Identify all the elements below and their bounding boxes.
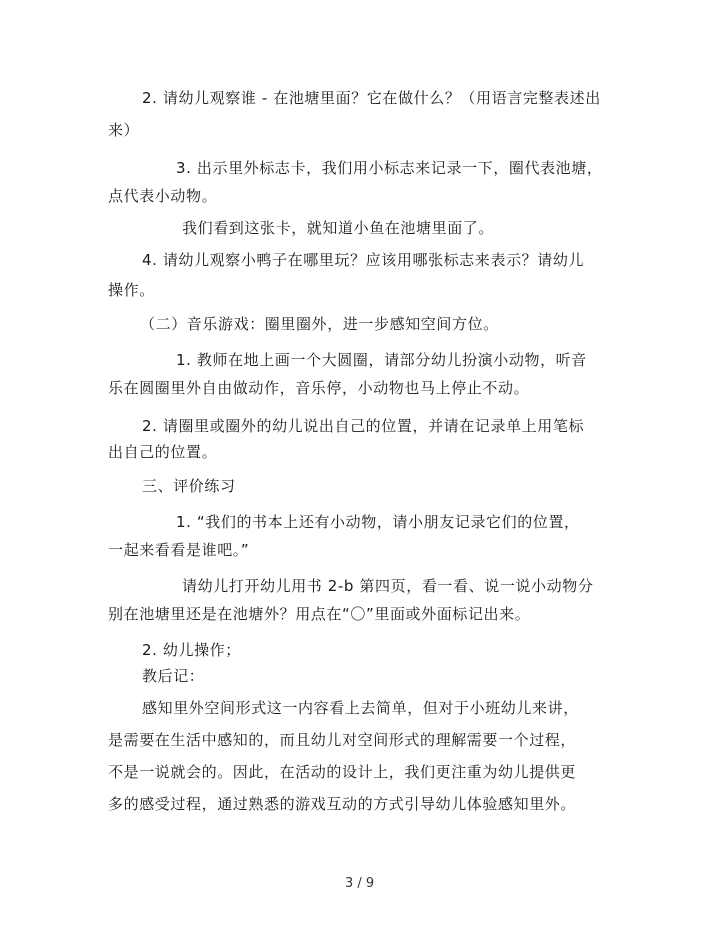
text-line: 是需要在生活中感知的，而且幼儿对空间形式的理解需要一个过程， [108,731,577,749]
text-line: 出自己的位置。 [108,443,218,461]
text-line: 4. 请幼儿观察小鸭子在哪里玩？应该用哪张标志来表示？请幼儿 [142,251,585,269]
text-line: 1. “我们的书本上还有小动物，请小朋友记录它们的位置， [176,513,580,531]
text-line: 不是一说就会的。因此，在活动的设计上，我们更注重为幼儿提供更 [108,763,577,781]
text-line: 乐在圆圈里外自由做动作，音乐停，小动物也马上停止不动。 [108,379,530,397]
page-number: 3 / 9 [345,876,375,891]
text-line: 2. 请幼儿观察谁 - 在池塘里面？它在做什么？（用语言完整表述出 [142,89,601,107]
text-line: 请幼儿打开幼儿用书 2-b 第四页，看一看、说一说小动物分 [182,577,594,595]
section-heading: （二）音乐游戏：圈里圈外，进一步感知空间方位。 [140,315,499,333]
text-line: 1. 教师在地上画一个大圆圈，请部分幼儿扮演小动物，听音 [176,351,587,369]
text-line: 点代表小动物。 [108,187,218,205]
text-line: 操作。 [108,281,155,299]
section-heading: 三、评价练习 [142,477,236,495]
text-line: 2. 幼儿操作； [142,641,241,659]
text-line: 来） [108,121,140,139]
text-line: 2. 请圈里或圈外的幼儿说出自己的位置，并请在记录单上用笔标 [142,417,585,435]
text-line: 多的感受过程，通过熟悉的游戏互动的方式引导幼儿体验感知里外。 [108,795,577,813]
text-line: 别在池塘里还是在池塘外？用点在“〇”里面或外面标记出来。 [108,605,531,623]
text-line: 我们看到这张卡，就知道小鱼在池塘里面了。 [182,219,495,237]
text-line: 一起来看看是谁吧。” [108,541,250,559]
text-line: 感知里外空间形式这一内容看上去简单，但对于小班幼儿来讲， [142,699,579,717]
section-heading: 教后记： [142,667,205,685]
text-line: 3. 出示里外标志卡，我们用小标志来记录一下，圈代表池塘， [176,159,603,177]
